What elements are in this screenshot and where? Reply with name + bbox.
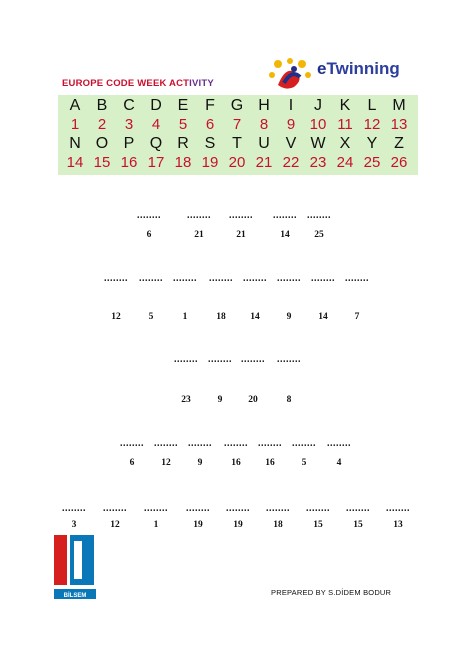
clue-number: 18 xyxy=(216,312,226,322)
cipher-number: 10 xyxy=(309,116,327,133)
cipher-letter: F xyxy=(205,97,215,114)
cipher-letter: D xyxy=(150,97,162,114)
cipher-letter: O xyxy=(95,135,109,152)
cipher-letter: X xyxy=(339,135,351,152)
answer-blank[interactable]: ........ xyxy=(258,438,282,449)
answer-blank[interactable]: ........ xyxy=(186,503,210,514)
cipher-number: 9 xyxy=(286,116,296,133)
answer-blank[interactable]: ........ xyxy=(174,354,198,365)
cipher-letter: Q xyxy=(149,135,163,152)
clue-number: 9 xyxy=(197,458,203,468)
clue-number: 19 xyxy=(233,520,243,530)
cipher-letter: K xyxy=(339,97,351,114)
answer-blank[interactable]: ........ xyxy=(346,503,370,514)
clue-number: 16 xyxy=(265,458,275,468)
cipher-number: 1 xyxy=(70,116,80,133)
cipher-letter: P xyxy=(123,135,135,152)
cipher-number: 12 xyxy=(363,116,381,133)
answer-blank[interactable]: ........ xyxy=(226,503,250,514)
cipher-letter: U xyxy=(258,135,270,152)
answer-blank[interactable]: ........ xyxy=(345,273,369,284)
cipher-letter: T xyxy=(232,135,242,152)
cipher-number: 23 xyxy=(309,154,327,171)
answer-blank[interactable]: ........ xyxy=(120,438,144,449)
title-part-1: EUROPE CODE WEEK ACT xyxy=(62,78,190,89)
school-logo xyxy=(54,535,96,605)
clue-number: 6 xyxy=(146,230,152,240)
cipher-letter: I xyxy=(288,97,294,114)
answer-blank[interactable]: ........ xyxy=(139,273,163,284)
cipher-number: 13 xyxy=(390,116,408,133)
answer-blank[interactable]: ........ xyxy=(266,503,290,514)
cipher-letter: S xyxy=(204,135,216,152)
etwinning-wordmark xyxy=(317,59,400,79)
clue-number: 5 xyxy=(148,312,154,322)
answer-blank[interactable]: ........ xyxy=(386,503,410,514)
cipher-letter: R xyxy=(177,135,189,152)
answer-blank[interactable]: ........ xyxy=(243,273,267,284)
answer-blank[interactable]: ........ xyxy=(277,273,301,284)
cipher-number: 6 xyxy=(205,116,215,133)
clue-number: 16 xyxy=(231,458,241,468)
cipher-number: 11 xyxy=(337,116,353,133)
cipher-letter: B xyxy=(96,97,108,114)
activity-title xyxy=(62,78,214,89)
brand-rest: Twinning xyxy=(326,59,400,78)
answer-blank[interactable]: ........ xyxy=(306,503,330,514)
title-part-2: IVITY xyxy=(189,78,214,89)
cipher-number: 25 xyxy=(363,154,381,171)
clue-number: 14 xyxy=(318,312,328,322)
answer-blank[interactable]: ........ xyxy=(311,273,335,284)
answer-blank[interactable]: ........ xyxy=(327,438,351,449)
cipher-letter: G xyxy=(230,97,244,114)
cipher-letter: L xyxy=(367,97,377,114)
clue-number: 15 xyxy=(353,520,363,530)
cipher-number: 24 xyxy=(336,154,354,171)
clue-number: 7 xyxy=(354,312,360,322)
cipher-letter: V xyxy=(285,135,297,152)
cipher-number: 26 xyxy=(390,154,408,171)
cipher-number: 4 xyxy=(151,116,161,133)
clue-number: 1 xyxy=(182,312,188,322)
cipher-letter: Y xyxy=(366,135,378,152)
clue-number: 6 xyxy=(129,458,135,468)
cipher-letter: C xyxy=(123,97,135,114)
answer-blank[interactable]: ........ xyxy=(229,210,253,221)
clue-number: 8 xyxy=(286,395,292,405)
cipher-number: 15 xyxy=(93,154,111,171)
clue-number: 21 xyxy=(236,230,246,240)
answer-blank[interactable]: ........ xyxy=(208,354,232,365)
cipher-number: 20 xyxy=(228,154,246,171)
clue-number: 25 xyxy=(314,230,324,240)
answer-blank[interactable]: ........ xyxy=(273,210,297,221)
cipher-number: 16 xyxy=(120,154,138,171)
clue-number: 9 xyxy=(286,312,292,322)
answer-blank[interactable]: ........ xyxy=(209,273,233,284)
cipher-letter: J xyxy=(314,97,322,114)
clue-number: 4 xyxy=(336,458,342,468)
cipher-letter: A xyxy=(69,97,81,114)
answer-blank[interactable]: ........ xyxy=(103,503,127,514)
cipher-number: 2 xyxy=(97,116,107,133)
clue-number: 19 xyxy=(193,520,203,530)
cipher-number: 22 xyxy=(282,154,300,171)
clue-number: 12 xyxy=(161,458,171,468)
school-logo-text: BİLSEM xyxy=(63,593,87,599)
cipher-letter: W xyxy=(310,135,326,152)
brand-e: e xyxy=(317,59,327,78)
answer-blank[interactable]: ........ xyxy=(137,210,161,221)
cipher-number: 7 xyxy=(232,116,242,133)
answer-blank[interactable]: ........ xyxy=(62,503,86,514)
clue-number: 12 xyxy=(110,520,120,530)
answer-blank[interactable]: ........ xyxy=(292,438,316,449)
clue-number: 9 xyxy=(217,395,223,405)
clue-number: 23 xyxy=(181,395,191,405)
cipher-number: 21 xyxy=(255,154,273,171)
logo-star-icon xyxy=(274,60,282,68)
cipher-table xyxy=(58,95,418,175)
clue-number: 12 xyxy=(111,312,121,322)
cipher-letter: N xyxy=(69,135,81,152)
clue-number: 18 xyxy=(273,520,283,530)
answer-blank[interactable]: ........ xyxy=(188,438,212,449)
cipher-number: 3 xyxy=(124,116,134,133)
cipher-number: 5 xyxy=(178,116,188,133)
cipher-letter: Z xyxy=(394,135,404,152)
cipher-letter: H xyxy=(258,97,270,114)
clue-number: 20 xyxy=(248,395,258,405)
cipher-letter: M xyxy=(392,97,406,114)
clue-number: 13 xyxy=(393,520,403,530)
cipher-number: 8 xyxy=(259,116,269,133)
answer-blank[interactable]: ........ xyxy=(277,354,301,365)
cipher-letter: E xyxy=(177,97,189,114)
footer-credit: PREPARED BY S.DİDEM BODUR xyxy=(271,588,392,597)
cipher-number: 18 xyxy=(174,154,192,171)
cipher-number: 17 xyxy=(147,154,165,171)
clue-number: 3 xyxy=(71,520,77,530)
clue-number: 15 xyxy=(313,520,323,530)
answer-blank[interactable]: ........ xyxy=(173,273,197,284)
answer-blank[interactable]: ........ xyxy=(144,503,168,514)
answer-blank[interactable]: ........ xyxy=(241,354,265,365)
clue-number: 1 xyxy=(153,520,159,530)
clue-number: 5 xyxy=(301,458,307,468)
answer-blank[interactable]: ........ xyxy=(187,210,211,221)
clue-number: 14 xyxy=(280,230,290,240)
answer-blank[interactable]: ........ xyxy=(307,210,331,221)
answer-blank[interactable]: ........ xyxy=(224,438,248,449)
answer-blank[interactable]: ........ xyxy=(104,273,128,284)
cipher-number: 14 xyxy=(66,154,84,171)
clue-number: 21 xyxy=(194,230,204,240)
answer-blank[interactable]: ........ xyxy=(154,438,178,449)
cipher-number: 19 xyxy=(201,154,219,171)
clue-number: 14 xyxy=(250,312,260,322)
